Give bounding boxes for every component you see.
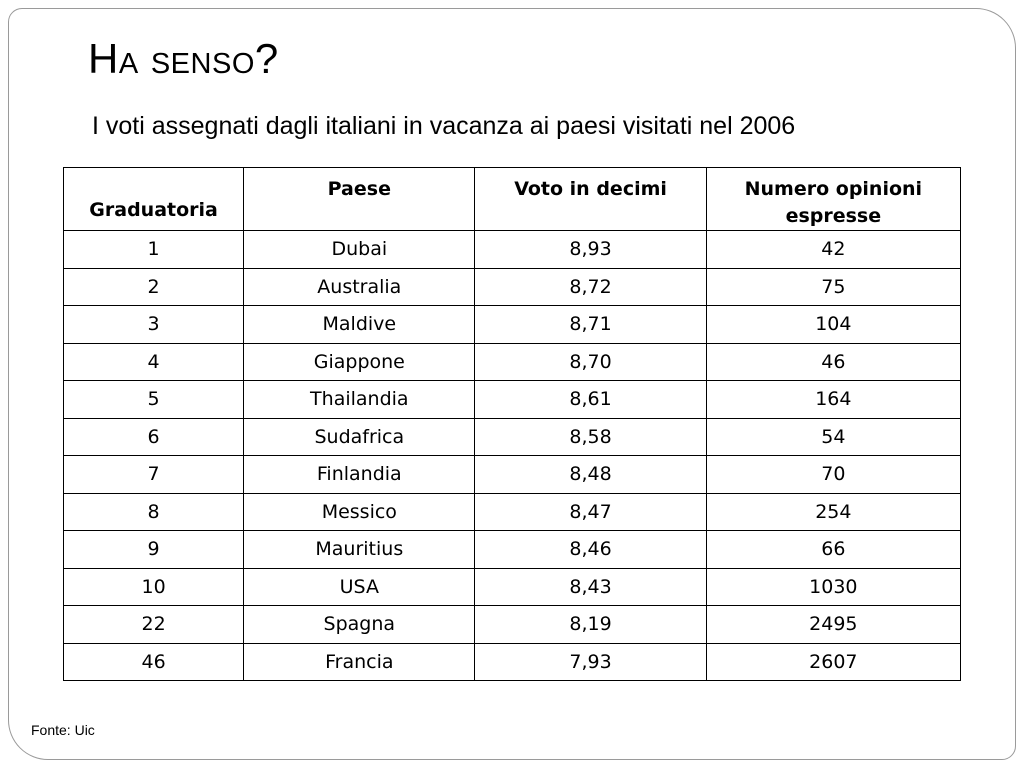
cell-count: 42 — [706, 231, 960, 269]
cell-count: 2607 — [706, 643, 960, 681]
cell-vote: 8,43 — [475, 568, 706, 606]
cell-country: USA — [244, 568, 475, 606]
table-row — [64, 418, 961, 456]
cell-rank: 4 — [64, 343, 244, 381]
cell-rank: 1 — [64, 231, 244, 269]
cell-country: Australia — [244, 268, 475, 306]
table-row — [64, 568, 961, 606]
cell-country: Mauritius — [244, 531, 475, 569]
cell-count: 75 — [706, 268, 960, 306]
table-row — [64, 531, 961, 569]
table-header-row — [64, 168, 961, 231]
cell-rank: 8 — [64, 493, 244, 531]
table-row — [64, 381, 961, 419]
cell-count: 2495 — [706, 606, 960, 644]
cell-vote: 8,61 — [475, 381, 706, 419]
cell-vote: 8,70 — [475, 343, 706, 381]
cell-vote: 8,71 — [475, 306, 706, 344]
header-vote: Voto in decimi — [475, 168, 706, 231]
cell-count: 54 — [706, 418, 960, 456]
table-row — [64, 606, 961, 644]
table-row — [64, 306, 961, 344]
ranking-table — [63, 167, 961, 681]
slide-subtitle: I voti assegnati dagli italiani in vacanza ai paesi visitati nel 2006 — [92, 112, 796, 140]
cell-country: Francia — [244, 643, 475, 681]
cell-count: 1030 — [706, 568, 960, 606]
cell-country: Giappone — [244, 343, 475, 381]
cell-vote: 8,93 — [475, 231, 706, 269]
cell-vote: 8,19 — [475, 606, 706, 644]
cell-vote: 8,72 — [475, 268, 706, 306]
cell-rank: 2 — [64, 268, 244, 306]
cell-count: 164 — [706, 381, 960, 419]
cell-vote: 7,93 — [475, 643, 706, 681]
table-row — [64, 456, 961, 494]
cell-vote: 8,46 — [475, 531, 706, 569]
cell-country: Thailandia — [244, 381, 475, 419]
cell-rank: 46 — [64, 643, 244, 681]
cell-rank: 7 — [64, 456, 244, 494]
header-rank: Graduatoria — [64, 168, 244, 231]
cell-rank: 5 — [64, 381, 244, 419]
cell-vote: 8,58 — [475, 418, 706, 456]
cell-rank: 10 — [64, 568, 244, 606]
header-count: Numero opinioni espresse — [706, 168, 960, 231]
cell-country: Dubai — [244, 231, 475, 269]
cell-rank: 6 — [64, 418, 244, 456]
cell-count: 66 — [706, 531, 960, 569]
cell-vote: 8,47 — [475, 493, 706, 531]
cell-count: 70 — [706, 456, 960, 494]
cell-country: Sudafrica — [244, 418, 475, 456]
table-row — [64, 231, 961, 269]
cell-count: 46 — [706, 343, 960, 381]
table-row — [64, 493, 961, 531]
cell-rank: 9 — [64, 531, 244, 569]
cell-rank: 22 — [64, 606, 244, 644]
table-row — [64, 343, 961, 381]
cell-vote: 8,48 — [475, 456, 706, 494]
cell-country: Finlandia — [244, 456, 475, 494]
cell-country: Spagna — [244, 606, 475, 644]
table-row — [64, 643, 961, 681]
cell-rank: 3 — [64, 306, 244, 344]
cell-country: Maldive — [244, 306, 475, 344]
slide-title: Ha senso? — [88, 35, 279, 82]
cell-country: Messico — [244, 493, 475, 531]
cell-count: 254 — [706, 493, 960, 531]
header-country: Paese — [244, 168, 475, 231]
source-note: Fonte: Uic — [31, 722, 95, 738]
table-row — [64, 268, 961, 306]
cell-count: 104 — [706, 306, 960, 344]
